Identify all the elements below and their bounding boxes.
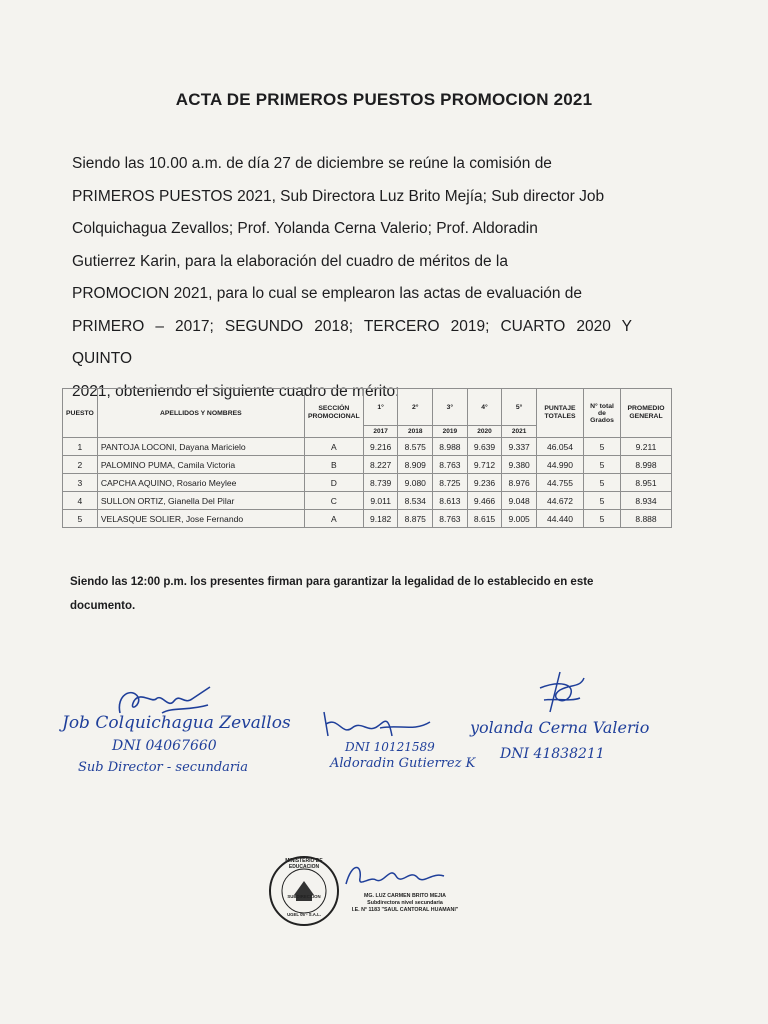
signature-dni-yolanda: DNI 41838211: [500, 746, 605, 762]
cell-promedio: 9.211: [621, 438, 672, 456]
header-grade-3: 3°: [433, 389, 468, 426]
paragraph-line: PRIMERO – 2017; SEGUNDO 2018; TERCERO 2019; CUARTO 2020 Y QUINTO: [72, 317, 632, 367]
cell-grade: 9.639: [467, 438, 502, 456]
cell-grade: 9.011: [363, 492, 398, 510]
stamp-line: MG. LUZ CARMEN BRITO MEJIA: [363, 893, 446, 899]
header-year: 2017: [363, 426, 398, 438]
cell-seccion: D: [304, 474, 363, 492]
cell-grados: 5: [584, 438, 621, 456]
closing-paragraph: [70, 570, 630, 618]
paragraph-line: 2021, obteniendo el siguiente cuadro de mérito:: [72, 382, 400, 400]
signature-name-aldoradin: Aldoradin Gutierrez K: [330, 756, 476, 771]
cell-nombre: SULLON ORTIZ, Gianella Del Pilar: [97, 492, 304, 510]
cell-nombre: CAPCHA AQUINO, Rosario Meylee: [97, 474, 304, 492]
table-row: [63, 456, 672, 474]
cell-grade: 8.763: [433, 510, 468, 528]
cell-seccion: B: [304, 456, 363, 474]
cell-grade: 9.005: [502, 510, 537, 528]
stamp-line: I.E. N° 1183 "SAUL CANTORAL HUAMANI": [351, 907, 459, 913]
seal-mid-text: SUBDIRECCION: [287, 894, 321, 899]
cell-grade: 9.182: [363, 510, 398, 528]
cell-seccion: C: [304, 492, 363, 510]
cell-grade: 8.909: [398, 456, 433, 474]
signature-dni-job: DNI 04067660: [112, 738, 217, 754]
cell-grade: 9.080: [398, 474, 433, 492]
paragraph-line: PROMOCION 2021, para lo cual se emplearon las actas de evaluación de: [72, 285, 583, 302]
signature-dni-aldoradin: DNI 10121589: [345, 740, 435, 754]
cell-grade: 8.988: [433, 438, 468, 456]
signature-role-job: Sub Director - secundaria: [78, 760, 249, 775]
stamp-line: Subdirectora nivel secundaria: [367, 900, 443, 906]
cell-grade: 9.466: [467, 492, 502, 510]
cell-promedio: 8.951: [621, 474, 672, 492]
cell-promedio: 8.888: [621, 510, 672, 528]
cell-puesto: 4: [63, 492, 98, 510]
cell-promedio: 8.934: [621, 492, 672, 510]
cell-grade: 9.380: [502, 456, 537, 474]
document-title: ACTA DE PRIMEROS PUESTOS PROMOCION 2021: [175, 90, 593, 109]
cell-puntaje: 46.054: [537, 438, 584, 456]
cell-promedio: 8.998: [621, 456, 672, 474]
cell-grade: 8.976: [502, 474, 537, 492]
cell-puesto: 3: [63, 474, 98, 492]
cell-puntaje: 44.672: [537, 492, 584, 510]
cell-grade: 8.739: [363, 474, 398, 492]
cell-grade: 8.613: [433, 492, 468, 510]
cell-grade: 9.048: [502, 492, 537, 510]
table-row: [63, 492, 672, 510]
cell-grade: 8.615: [467, 510, 502, 528]
cell-grados: 5: [584, 456, 621, 474]
header-grade-4: 4°: [467, 389, 502, 426]
cell-seccion: A: [304, 438, 363, 456]
cell-puntaje: 44.755: [537, 474, 584, 492]
table-row: [63, 474, 672, 492]
header-promedio: PROMEDIO GENERAL: [621, 389, 672, 438]
cell-grade: 9.216: [363, 438, 398, 456]
cell-grade: 9.236: [467, 474, 502, 492]
seal-top-text: MINISTERIO DE EDUCACION: [285, 858, 323, 870]
cell-puntaje: 44.440: [537, 510, 584, 528]
cell-grade: 8.534: [398, 492, 433, 510]
cell-grade: 8.227: [363, 456, 398, 474]
signature-scribble-director: [340, 858, 450, 892]
cell-grade: 9.712: [467, 456, 502, 474]
cell-grade: 8.763: [433, 456, 468, 474]
cell-nombre: PANTOJA LOCONI, Dayana Maricielo: [97, 438, 304, 456]
header-puntaje: PUNTAJE TOTALES: [537, 389, 584, 438]
signature-scribble-yolanda: [530, 668, 590, 716]
cell-grados: 5: [584, 492, 621, 510]
cell-grados: 5: [584, 510, 621, 528]
paragraph-line: PRIMEROS PUESTOS 2021, Sub Directora Luz Brito Mejía; Sub director Job: [72, 187, 605, 205]
header-year: 2018: [398, 426, 433, 438]
cell-grade: 8.875: [398, 510, 433, 528]
cell-seccion: A: [304, 510, 363, 528]
cell-grade: 8.575: [398, 438, 433, 456]
header-grade-1: 1°: [363, 389, 398, 426]
cell-nombre: VELASQUE SOLIER, Jose Fernando: [97, 510, 304, 528]
seal-bottom-text: UGEL 05 - S.A.L.: [287, 912, 321, 917]
intro-paragraph: [72, 148, 632, 408]
director-stamp: [350, 893, 460, 914]
cell-grados: 5: [584, 474, 621, 492]
merit-table: [62, 388, 672, 528]
header-year: 2019: [433, 426, 468, 438]
table-row: [63, 510, 672, 528]
table-row: [63, 438, 672, 456]
closing-line: Siendo las 12:00 p.m. los presentes firman para garantizar la legalidad de lo establecido en este: [70, 576, 594, 588]
cell-puesto: 5: [63, 510, 98, 528]
header-seccion: SECCIÓN PROMOCIONAL: [304, 389, 363, 438]
signature-name-yolanda: yolanda Cerna Valerio: [470, 718, 650, 737]
cell-puntaje: 44.990: [537, 456, 584, 474]
cell-grade: 8.725: [433, 474, 468, 492]
header-grade-2: 2°: [398, 389, 433, 426]
header-puesto: PUESTO: [63, 389, 98, 438]
header-year: 2020: [467, 426, 502, 438]
header-nombres: APELLIDOS Y NOMBRES: [97, 389, 304, 438]
paragraph-line: Gutierrez Karin, para la elaboración del cuadro de méritos de la: [72, 252, 508, 270]
header-grados: N° total de Grados: [584, 389, 621, 438]
cell-puesto: 2: [63, 456, 98, 474]
cell-puesto: 1: [63, 438, 98, 456]
closing-line: documento.: [70, 600, 136, 612]
header-year: 2021: [502, 426, 537, 438]
signature-name-job: Job Colquichagua Zevallos: [62, 713, 291, 733]
cell-grade: 9.337: [502, 438, 537, 456]
cell-nombre: PALOMINO PUMA, Camila Victoria: [97, 456, 304, 474]
paragraph-line: Siendo las 10.00 a.m. de día 27 de diciembre se reúne la comisión de: [72, 155, 552, 172]
header-grade-5: 5°: [502, 389, 537, 426]
paragraph-line: Colquichagua Zevallos; Prof. Yolanda Cerna Valerio; Prof. Aldoradin: [72, 220, 538, 237]
